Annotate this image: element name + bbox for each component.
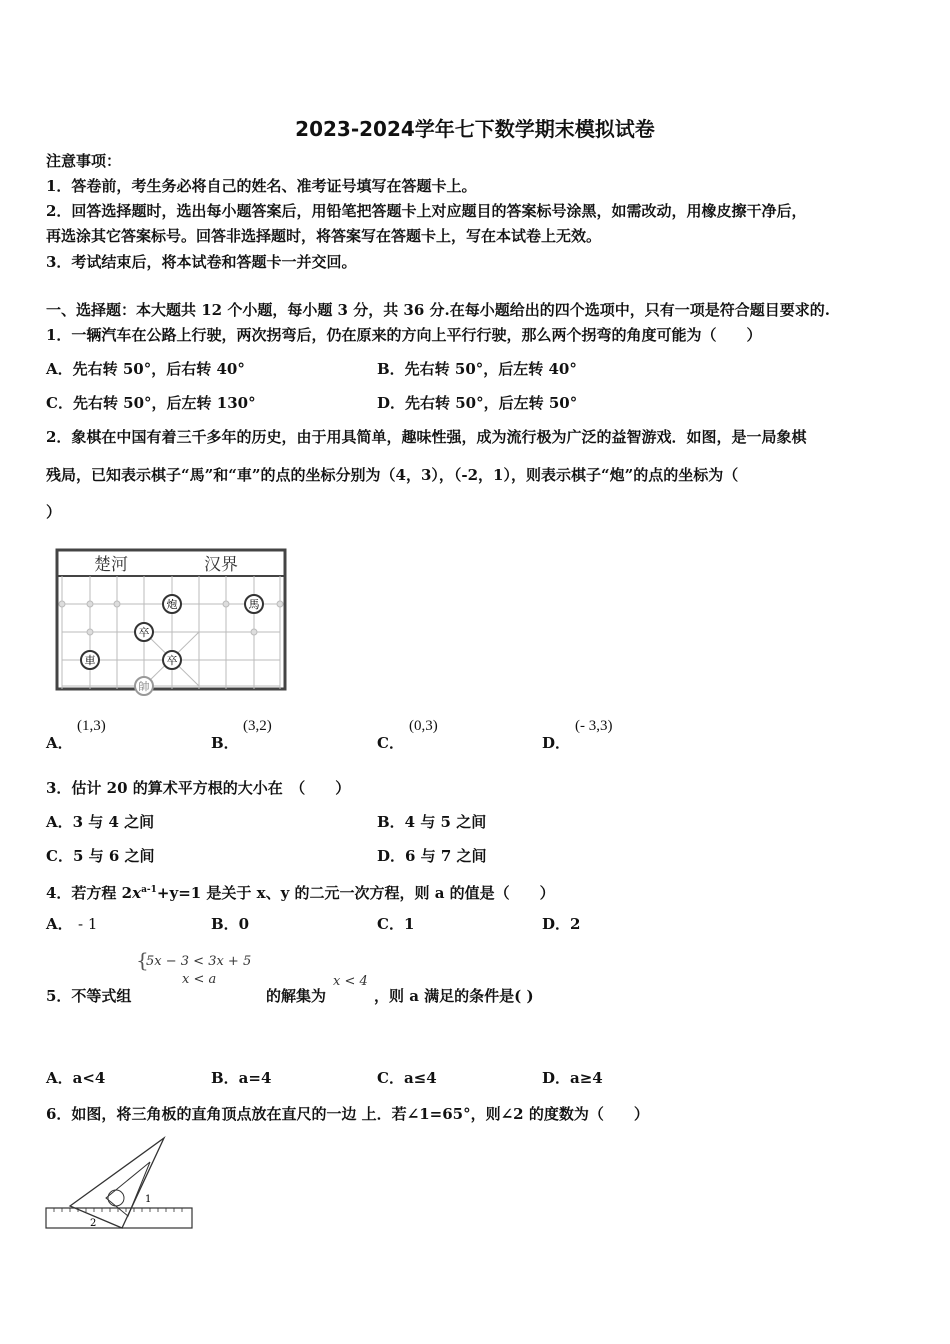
q5-solution-set: x < 4 [333,974,368,989]
q4-option-c: C．1 [377,915,415,933]
note-1: 1．答卷前，考生务必将自己的姓名、准考证号填写在答题卡上。 [46,177,477,195]
note-2-cont: 再选涂其它答案标号。回答非选择题时，将答案写在答题卡上，写在本试卷上无效。 [46,227,602,245]
q1-option-c: C．先右转 50°，后左转 130° [46,394,256,412]
q5-system-brace: { [136,948,149,972]
q4-option-a-value: - 1 [78,915,98,933]
piece-pao-label: 炮 [166,598,178,611]
piece-zu-2-label: 卒 [166,654,178,667]
angle-1-label: 1 [145,1194,152,1205]
q5-option-a: A．a<4 [46,1069,106,1087]
q5-option-d: D．a≥4 [542,1069,603,1087]
q2-stem-line3: ） [46,503,62,521]
q4-exponent: a-1 [141,885,157,895]
q3-option-c: C．5 与 6 之间 [46,847,155,865]
q3-stem: 3．估计 20 的算术平方根的大小在 （ ） [46,779,351,797]
q1-option-a: A．先右转 50°，后右转 40° [46,360,245,378]
triangle-ruler-figure [44,1136,196,1232]
note-2: 2．回答选择题时，选出每小题答案后，用铅笔把答题卡上对应题目的答案标号涂黑，如需改动，用橡皮擦干净后， [46,202,807,220]
q6-stem: 6．如图，将三角板的直角顶点放在直尺的一边 上．若∠1=65°，则∠2 的度数为（ ） [46,1105,649,1123]
notes-header: 注意事项： [46,152,122,170]
piece-ju-label: 車 [84,654,96,667]
set-square-hole [108,1190,124,1206]
river-right-text: 汉界 [204,555,238,575]
q5-stem-post: ，则 a 满足的条件是( ) [374,987,534,1005]
q3-option-a: A．3 与 4 之间 [46,813,155,831]
q1-option-d: D．先右转 50°，后左转 50° [377,394,578,412]
q4-stem [46,880,555,903]
q4-stem-post: +y=1 是关于 x、y 的二元一次方程，则 a 的值是（ ） [156,884,555,902]
piece-ma-label: 馬 [248,598,260,611]
q4-option-b: B．0 [211,915,250,933]
q2-option-d-value: (- 3,3) [575,718,613,734]
chess-board-figure [54,548,288,696]
section-1-heading: 一、选择题：本大题共 12 个小题，每小题 3 分，共 36 分.在每小题给出的四个选项中，只有一项是符合题目要求的. [46,301,830,319]
q2-option-b-value: (3,2) [243,718,272,734]
q2-option-d-label: D． [542,734,571,752]
q3-option-d: D．6 与 7 之间 [377,847,487,865]
q5-option-c: C．a≤4 [377,1069,437,1087]
q1-stem: 1．一辆汽车在公路上行驶，两次拐弯后，仍在原来的方向上平行行驶，那么两个拐弯的角度可能为（ ） [46,326,762,344]
piece-shuai-label: 帥 [138,680,150,693]
q5-stem-pre: 5．不等式组 [46,987,132,1005]
q5-option-b: B．a=4 [211,1069,272,1087]
q2-option-a-value: (1,3) [77,718,106,734]
q5-inequality-2: x < a [182,972,217,987]
q2-stem-line2: 残局，已知表示棋子“馬”和“車”的点的坐标分别为（4，3），（-2，1），则表示棋子“炮”的点的坐标为（ [46,466,739,484]
q2-option-b-label: B． [211,734,239,752]
ruler [46,1208,192,1228]
q4-stem-pre: 4．若方程 2 [46,884,133,902]
q5-inequality-1: 5x − 3 < 3x + 5 [146,954,252,969]
q2-option-a-label: A． [46,734,73,752]
q5-stem-mid: 的解集为 [266,987,327,1005]
q4-option-d: D．2 [542,915,581,933]
note-3: 3．考试结束后，将本试卷和答题卡一并交回。 [46,253,357,271]
q1-option-b: B．先右转 50°，后左转 40° [377,360,577,378]
angle-2-label: 2 [90,1218,97,1229]
q4-option-a-label: A． [46,915,73,933]
piece-zu-1-label: 卒 [138,626,150,639]
q2-option-c-label: C． [377,734,404,752]
page-title: 2023-2024学年七下数学期末模拟试卷 [295,117,655,141]
q4-var-x: x [132,884,142,902]
q2-option-c-value: (0,3) [409,718,438,734]
q2-stem-line1: 2．象棋在中国有着三千多年的历史，由于用具简单，趣味性强，成为流行极为广泛的益智游戏．如图，是一局象棋 [46,428,807,446]
q3-option-b: B．4 与 5 之间 [377,813,487,831]
river-left-text: 楚河 [94,555,128,575]
